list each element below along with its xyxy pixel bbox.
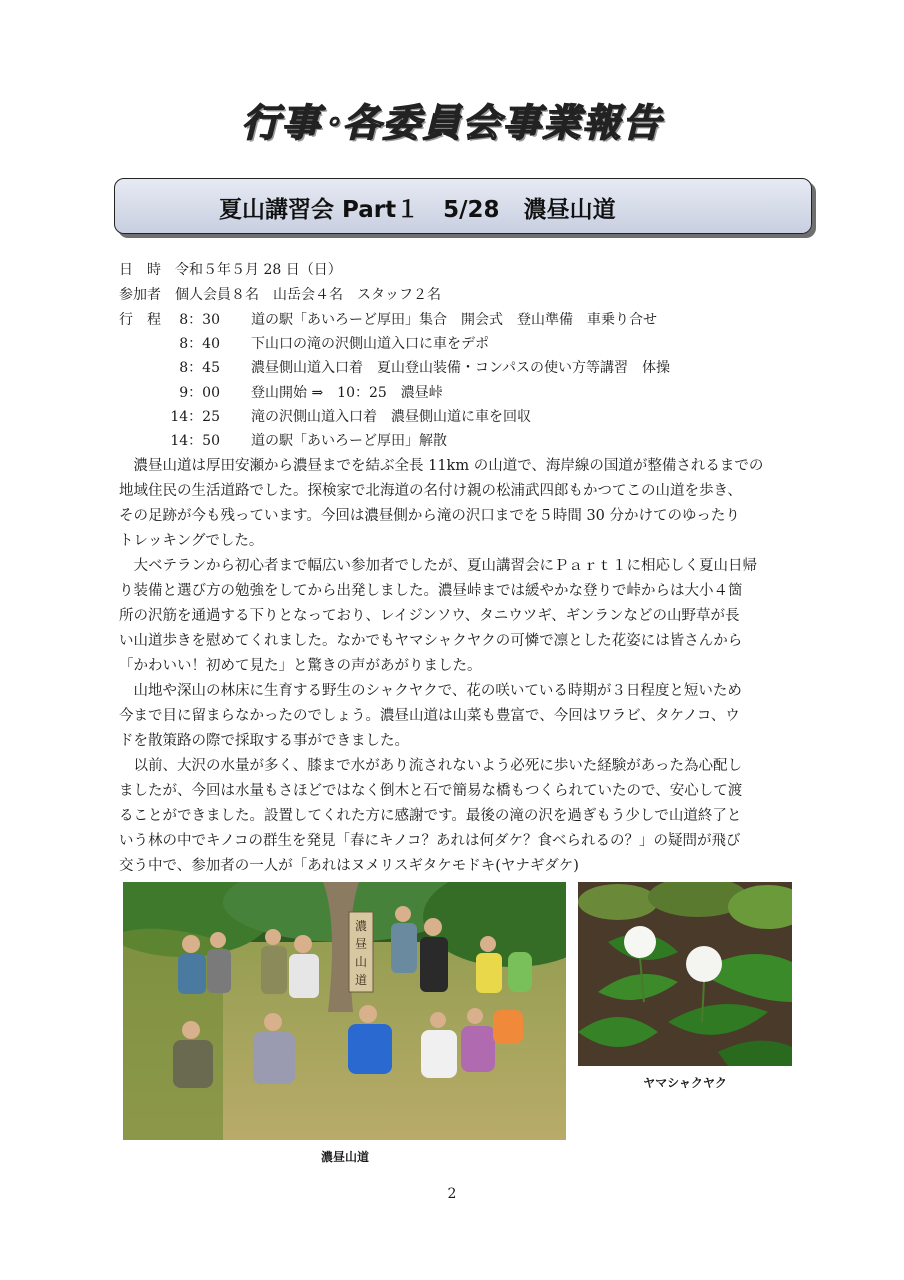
body-line: いう林の中でキノコの群生を発見「春にキノコ？あれは何ダケ？食べられるの？」の疑問が飛び [119,833,741,849]
event-date: 5/28 [443,197,500,223]
event-name: 夏山講習会 Part１ [219,197,420,223]
body-line: い山道歩きを慰めてくれました。なかでもヤマシャクヤクの可憐で凛とした花姿には皆さんから [119,633,743,649]
signpost-char: 濃 [354,919,368,933]
schedule-desc: 登山開始 ⇒ 10：25 濃昼峠 [251,385,443,401]
participants-line: 参加者 個人会員８名 山岳会４名 スタッフ２名 [119,287,441,303]
body-line: その足跡が今も残っています。今回は濃昼側から滝の沢口までを５時間 30 分かけてのゆったり [119,508,740,524]
schedule-time: 14：50 [170,433,220,449]
body-line: ドを散策路の際で採取する事ができました。 [119,733,409,749]
body-line: ることができました。設置してくれた方に感謝です。最後の滝の沢を過ぎもう少しで山道終了と [119,808,742,824]
schedule-label: 行 程 [119,312,161,328]
flower-photo [578,882,792,1066]
body-line: トレッキングでした。 [119,533,264,549]
schedule-desc: 道の駅「あいろーど厚田」集合 開会式 登山準備 車乗り合せ [251,312,657,328]
signpost-char: 昼 [354,937,368,951]
body-line: ましたが、今回は水量もさほどではなく倒木と石で簡易な橋もつくられていたので、安心して渡 [119,783,743,799]
yamashakuyaku-illustration [578,882,792,1066]
body-line: 「かわいい！初めて見た」と驚きの声があがりました。 [119,658,482,674]
event-place: 濃昼山道 [523,197,616,223]
body-line: 交う中で、参加者の一人が「あれはヌメリスギタケモドキ(ヤナギダケ) [119,858,579,874]
schedule-time: 8：45 [179,360,220,376]
body-line: 所の沢筋を通過する下りとなっており、レイジンソウ、タニウツギ、ギンランなどの山野草が長 [119,608,740,624]
schedule-time: 8：30 [179,312,220,328]
group-photo [123,882,566,1140]
schedule-desc: 滝の沢側山道入口着 濃昼側山道に車を回収 [251,409,531,425]
group-photo-caption: 濃昼山道 [320,1150,369,1164]
body-line: 山地や深山の林床に生育する野生のシャクヤクで、花の咲いている時期が３日程度と短いため [119,683,742,699]
page-title: 行事･各委員会事業報告 [241,101,663,145]
event-heading [219,191,632,224]
schedule-time: 14：25 [170,409,220,425]
schedule-desc: 道の駅「あいろーど厚田」解散 [251,433,447,449]
page-number: 2 [447,1186,457,1202]
group-photo-illustration [123,882,566,1140]
body-line: 今まで目に留まらなかったのでしょう。濃昼山道は山菜も豊富で、今回はワラビ、タケノコ、ウ [119,708,740,724]
body-line: 大ベテランから初心者まで幅広い参加者でしたが、夏山講習会にＰａｒｔ１に相応しく夏山日帰 [119,558,757,574]
body-line: り装備と選び方の勉強をしてから出発しました。濃昼峠までは緩やかな登りで峠からは大小４箇 [119,583,743,599]
signpost-char: 道 [354,973,368,987]
body-line: 濃昼山道は厚田安瀬から濃昼までを結ぶ全長 11km の山道で、海岸線の国道が整備されるまでの [119,458,764,474]
datetime-line: 日 時 令和５年５月 28 日（日） [119,262,342,278]
flower-photo-caption: ヤマシャクヤク [643,1076,727,1090]
schedule-time: 9：00 [179,385,220,401]
schedule-time: 8：40 [179,336,220,352]
schedule-desc: 濃昼側山道入口着 夏山登山装備・コンパスの使い方等講習 体操 [251,360,671,376]
body-line: 地域住民の生活道路でした。探検家で北海道の名付け親の松浦武四郎もかつてこの山道を歩き、 [119,483,742,499]
schedule-desc: 下山口の滝の沢側山道入口に車をデポ [251,336,489,352]
event-heading-box [114,178,812,234]
body-line: 以前、大沢の水量が多く、膝まで水があり流されないよう必死に歩いた経験があった為心配し [119,758,743,774]
signpost-char: 山 [354,955,368,969]
